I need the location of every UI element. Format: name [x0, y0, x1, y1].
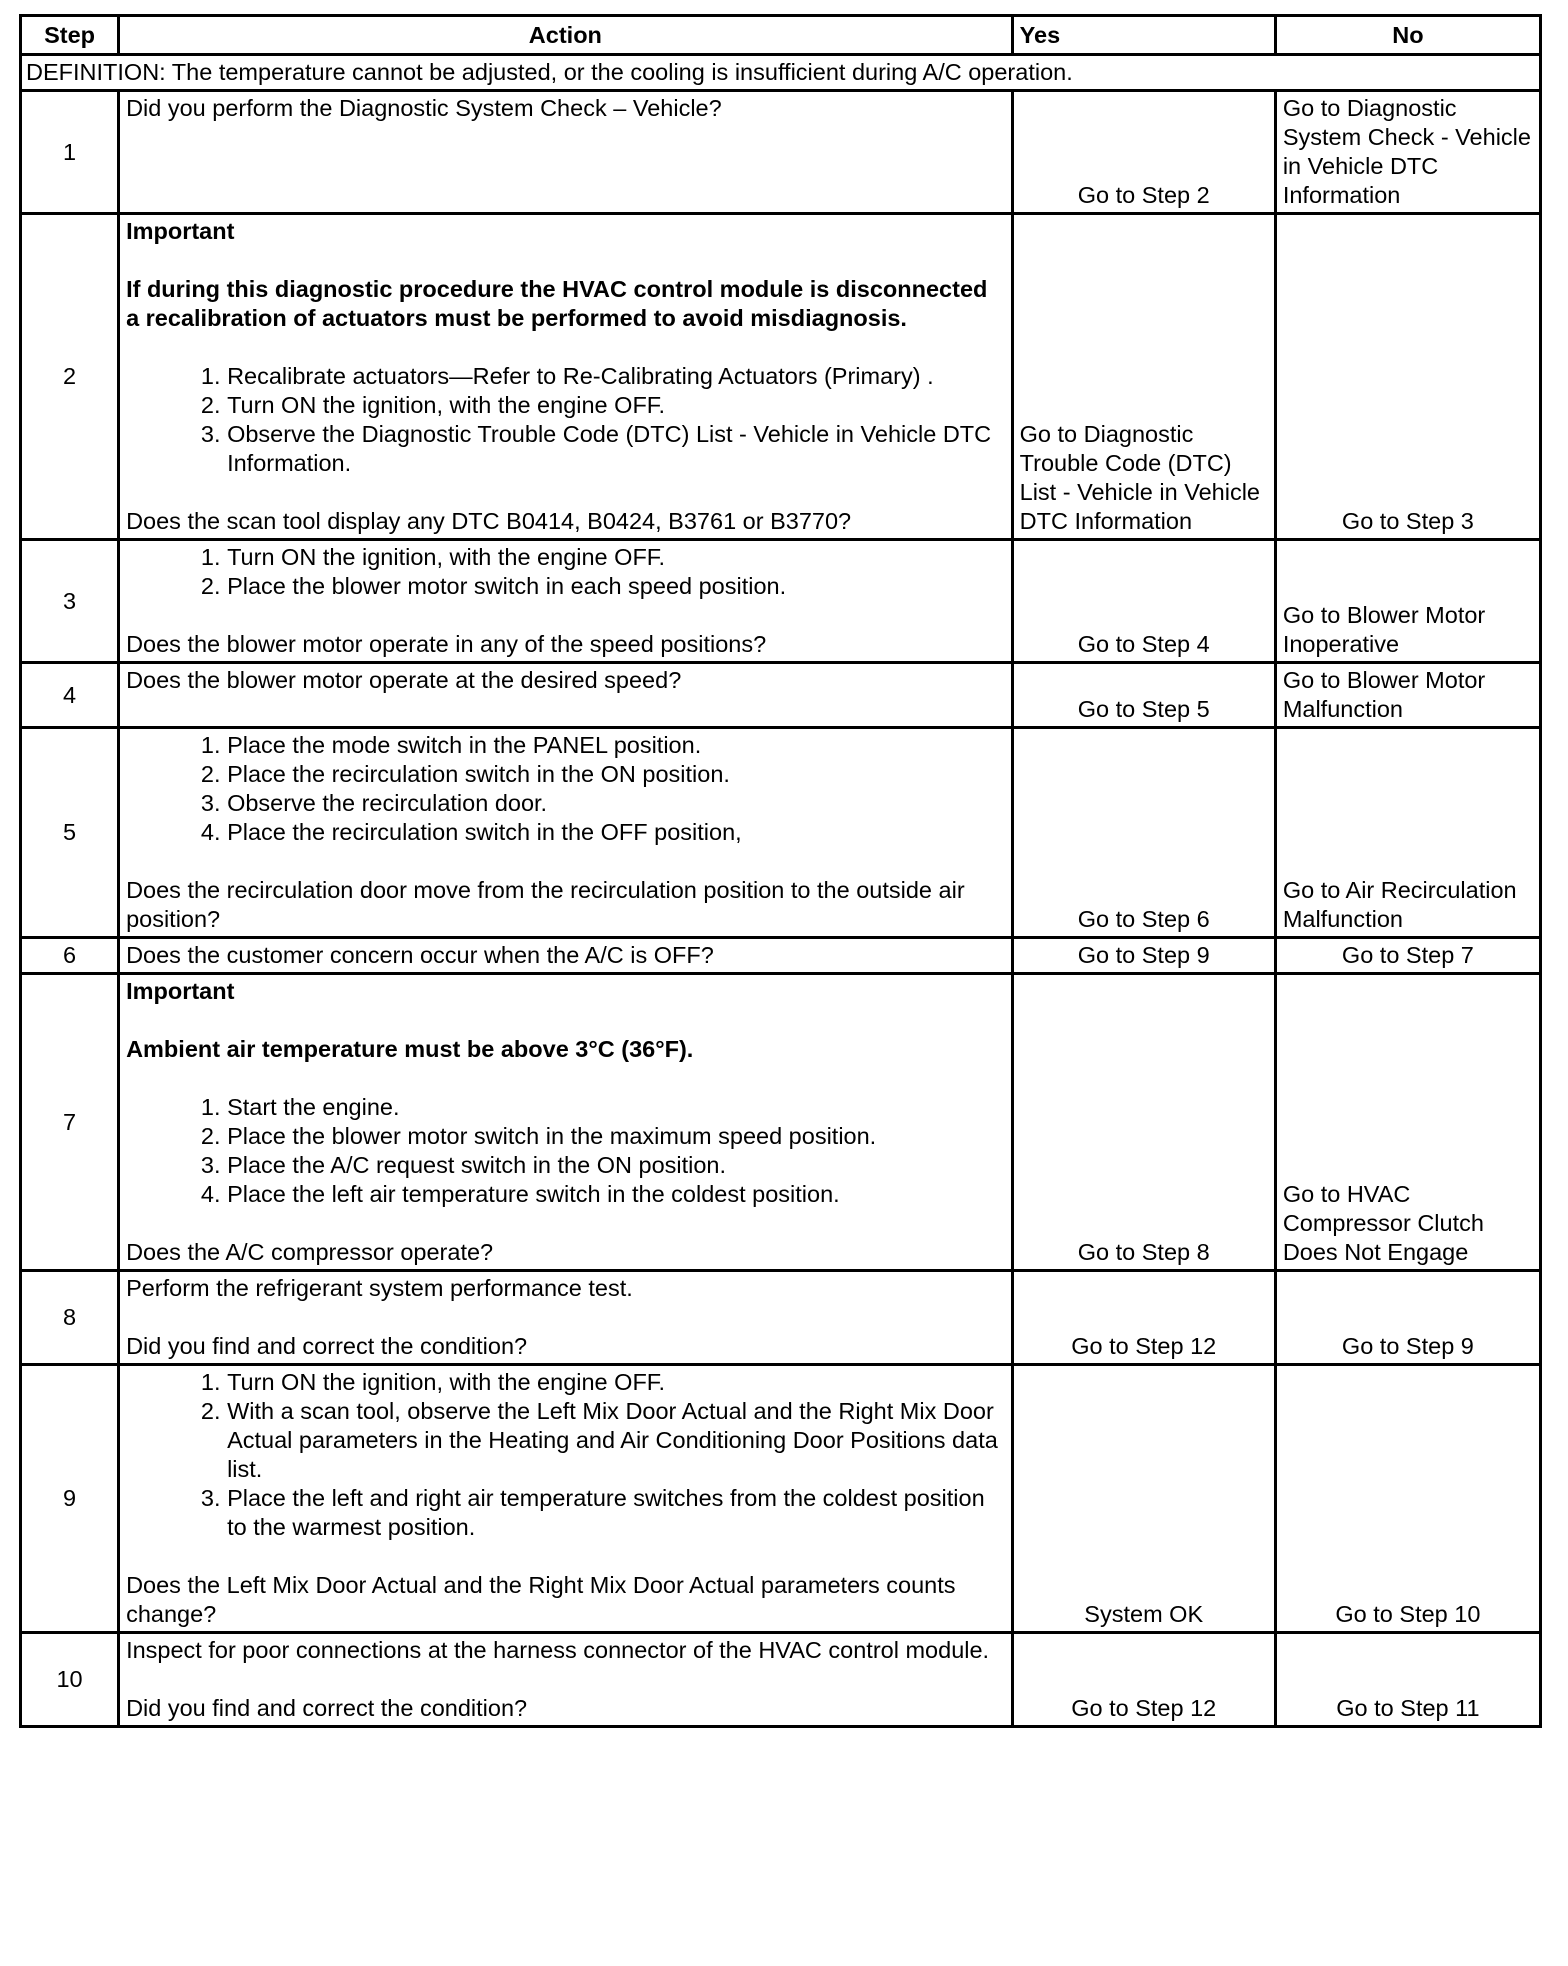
- step-number: 8: [21, 1271, 119, 1365]
- instruction: Perform the refrigerant system performance test.: [126, 1275, 633, 1301]
- question: Does the A/C compressor operate?: [126, 1239, 494, 1265]
- no-cell: Go to Air Recirculation Malfunction: [1275, 728, 1540, 938]
- no-cell: Go to Step 3: [1275, 214, 1540, 540]
- yes-cell: Go to Step 6: [1012, 728, 1275, 938]
- list-item: 3. Observe the Diagnostic Trouble Code (DTC) List - Vehicle in Vehicle DTC Information.: [227, 420, 1005, 478]
- question: Did you find and correct the condition?: [126, 1695, 528, 1721]
- step-number: 2: [21, 214, 119, 540]
- table-row: [21, 728, 1541, 938]
- question: Does the customer concern occur when the A/C is OFF?: [126, 942, 714, 968]
- list-item: 3. Place the A/C request switch in the ON position.: [227, 1151, 1005, 1180]
- diagnostic-table: [19, 14, 1542, 1728]
- no-cell: Go to Step 11: [1275, 1633, 1540, 1727]
- no-cell: Go to Step 9: [1275, 1271, 1540, 1365]
- table-row: [21, 540, 1541, 663]
- step-number: 10: [21, 1633, 119, 1727]
- procedure-list: [126, 1093, 1005, 1209]
- list-item: 2. Place the blower motor switch in each speed position.: [227, 572, 1005, 601]
- procedure-list: [126, 362, 1005, 478]
- question: Does the blower motor operate in any of the speed positions?: [126, 631, 767, 657]
- action-cell: [119, 974, 1013, 1271]
- step-number: 6: [21, 938, 119, 974]
- list-item: 2. Turn ON the ignition, with the engine OFF.: [227, 391, 1005, 420]
- step-number: 9: [21, 1365, 119, 1633]
- question: Did you find and correct the condition?: [126, 1333, 528, 1359]
- important-note: If during this diagnostic procedure the HVAC control module is disconnected a recalibration of actuators must be performed to avoid misdiagnosis.: [126, 276, 988, 331]
- question: Does the recirculation door move from the recirculation position to the outside air position?: [126, 877, 965, 932]
- step-number: 7: [21, 974, 119, 1271]
- action-cell: [119, 1271, 1013, 1365]
- question: Does the blower motor operate at the desired speed?: [126, 667, 682, 693]
- action-cell: [119, 540, 1013, 663]
- list-item: 4. Place the left air temperature switch in the coldest position.: [227, 1180, 1005, 1209]
- no-cell: Go to Blower Motor Inoperative: [1275, 540, 1540, 663]
- yes-cell: Go to Diagnostic Trouble Code (DTC) List - Vehicle in Vehicle DTC Information: [1012, 214, 1275, 540]
- table-row: [21, 91, 1541, 214]
- definition-row: [21, 55, 1541, 91]
- action-cell: [119, 728, 1013, 938]
- no-cell: Go to Step 7: [1275, 938, 1540, 974]
- list-item: 1. Turn ON the ignition, with the engine OFF.: [227, 543, 1005, 572]
- diagnostic-table-container: [19, 14, 1542, 1728]
- yes-cell: Go to Step 2: [1012, 91, 1275, 214]
- procedure-list: [126, 543, 1005, 601]
- header-no: No: [1275, 16, 1540, 55]
- procedure-list: [126, 731, 1005, 847]
- table-row: [21, 214, 1541, 540]
- definition-text: DEFINITION: The temperature cannot be adjusted, or the cooling is insufficient during A/C operation.: [21, 55, 1541, 91]
- yes-cell: Go to Step 12: [1012, 1633, 1275, 1727]
- yes-cell: Go to Step 8: [1012, 974, 1275, 1271]
- yes-cell: Go to Step 5: [1012, 663, 1275, 728]
- yes-cell: Go to Step 9: [1012, 938, 1275, 974]
- procedure-list: [126, 1368, 1005, 1542]
- no-cell: Go to Blower Motor Malfunction: [1275, 663, 1540, 728]
- action-cell: [119, 91, 1013, 214]
- list-item: 2. Place the blower motor switch in the maximum speed position.: [227, 1122, 1005, 1151]
- step-number: 5: [21, 728, 119, 938]
- list-item: 1. Place the mode switch in the PANEL position.: [227, 731, 1005, 760]
- no-cell: Go to Step 10: [1275, 1365, 1540, 1633]
- action-cell: [119, 938, 1013, 974]
- list-item: 1. Turn ON the ignition, with the engine OFF.: [227, 1368, 1005, 1397]
- list-item: 3. Place the left and right air temperature switches from the coldest position to the warmest position.: [227, 1484, 1005, 1542]
- list-item: 4. Place the recirculation switch in the OFF position,: [227, 818, 1005, 847]
- no-cell: Go to Diagnostic System Check - Vehicle in Vehicle DTC Information: [1275, 91, 1540, 214]
- question: Does the Left Mix Door Actual and the Right Mix Door Actual parameters counts change?: [126, 1572, 956, 1627]
- action-cell: [119, 1633, 1013, 1727]
- step-number: 1: [21, 91, 119, 214]
- instruction: Inspect for poor connections at the harness connector of the HVAC control module.: [126, 1637, 990, 1663]
- list-item: 1. Start the engine.: [227, 1093, 1005, 1122]
- header-yes: Yes: [1012, 16, 1275, 55]
- question: Does the scan tool display any DTC B0414, B0424, B3761 or B3770?: [126, 508, 852, 534]
- step-number: 4: [21, 663, 119, 728]
- table-row: [21, 1271, 1541, 1365]
- table-row: [21, 938, 1541, 974]
- list-item: 2. Place the recirculation switch in the ON position.: [227, 760, 1005, 789]
- header-step: Step: [21, 16, 119, 55]
- header-row: [21, 16, 1541, 55]
- header-action: Action: [119, 16, 1013, 55]
- action-cell: [119, 214, 1013, 540]
- action-cell: [119, 663, 1013, 728]
- action-cell: [119, 1365, 1013, 1633]
- yes-cell: Go to Step 12: [1012, 1271, 1275, 1365]
- step-number: 3: [21, 540, 119, 663]
- important-label: Important: [126, 978, 235, 1004]
- no-cell: Go to HVAC Compressor Clutch Does Not Engage: [1275, 974, 1540, 1271]
- important-note: Ambient air temperature must be above 3°C (36°F).: [126, 1036, 694, 1062]
- list-item: 2. With a scan tool, observe the Left Mix Door Actual and the Right Mix Door Actual parameters in the Heating and Air Conditioning Door Positions data list.: [227, 1397, 1005, 1484]
- table-row: [21, 1365, 1541, 1633]
- list-item: 1. Recalibrate actuators—Refer to Re-Calibrating Actuators (Primary) .: [227, 362, 1005, 391]
- yes-cell: System OK: [1012, 1365, 1275, 1633]
- table-row: [21, 663, 1541, 728]
- table-row: [21, 974, 1541, 1271]
- list-item: 3. Observe the recirculation door.: [227, 789, 1005, 818]
- table-row: [21, 1633, 1541, 1727]
- question: Did you perform the Diagnostic System Check – Vehicle?: [126, 95, 722, 121]
- important-label: Important: [126, 218, 235, 244]
- yes-cell: Go to Step 4: [1012, 540, 1275, 663]
